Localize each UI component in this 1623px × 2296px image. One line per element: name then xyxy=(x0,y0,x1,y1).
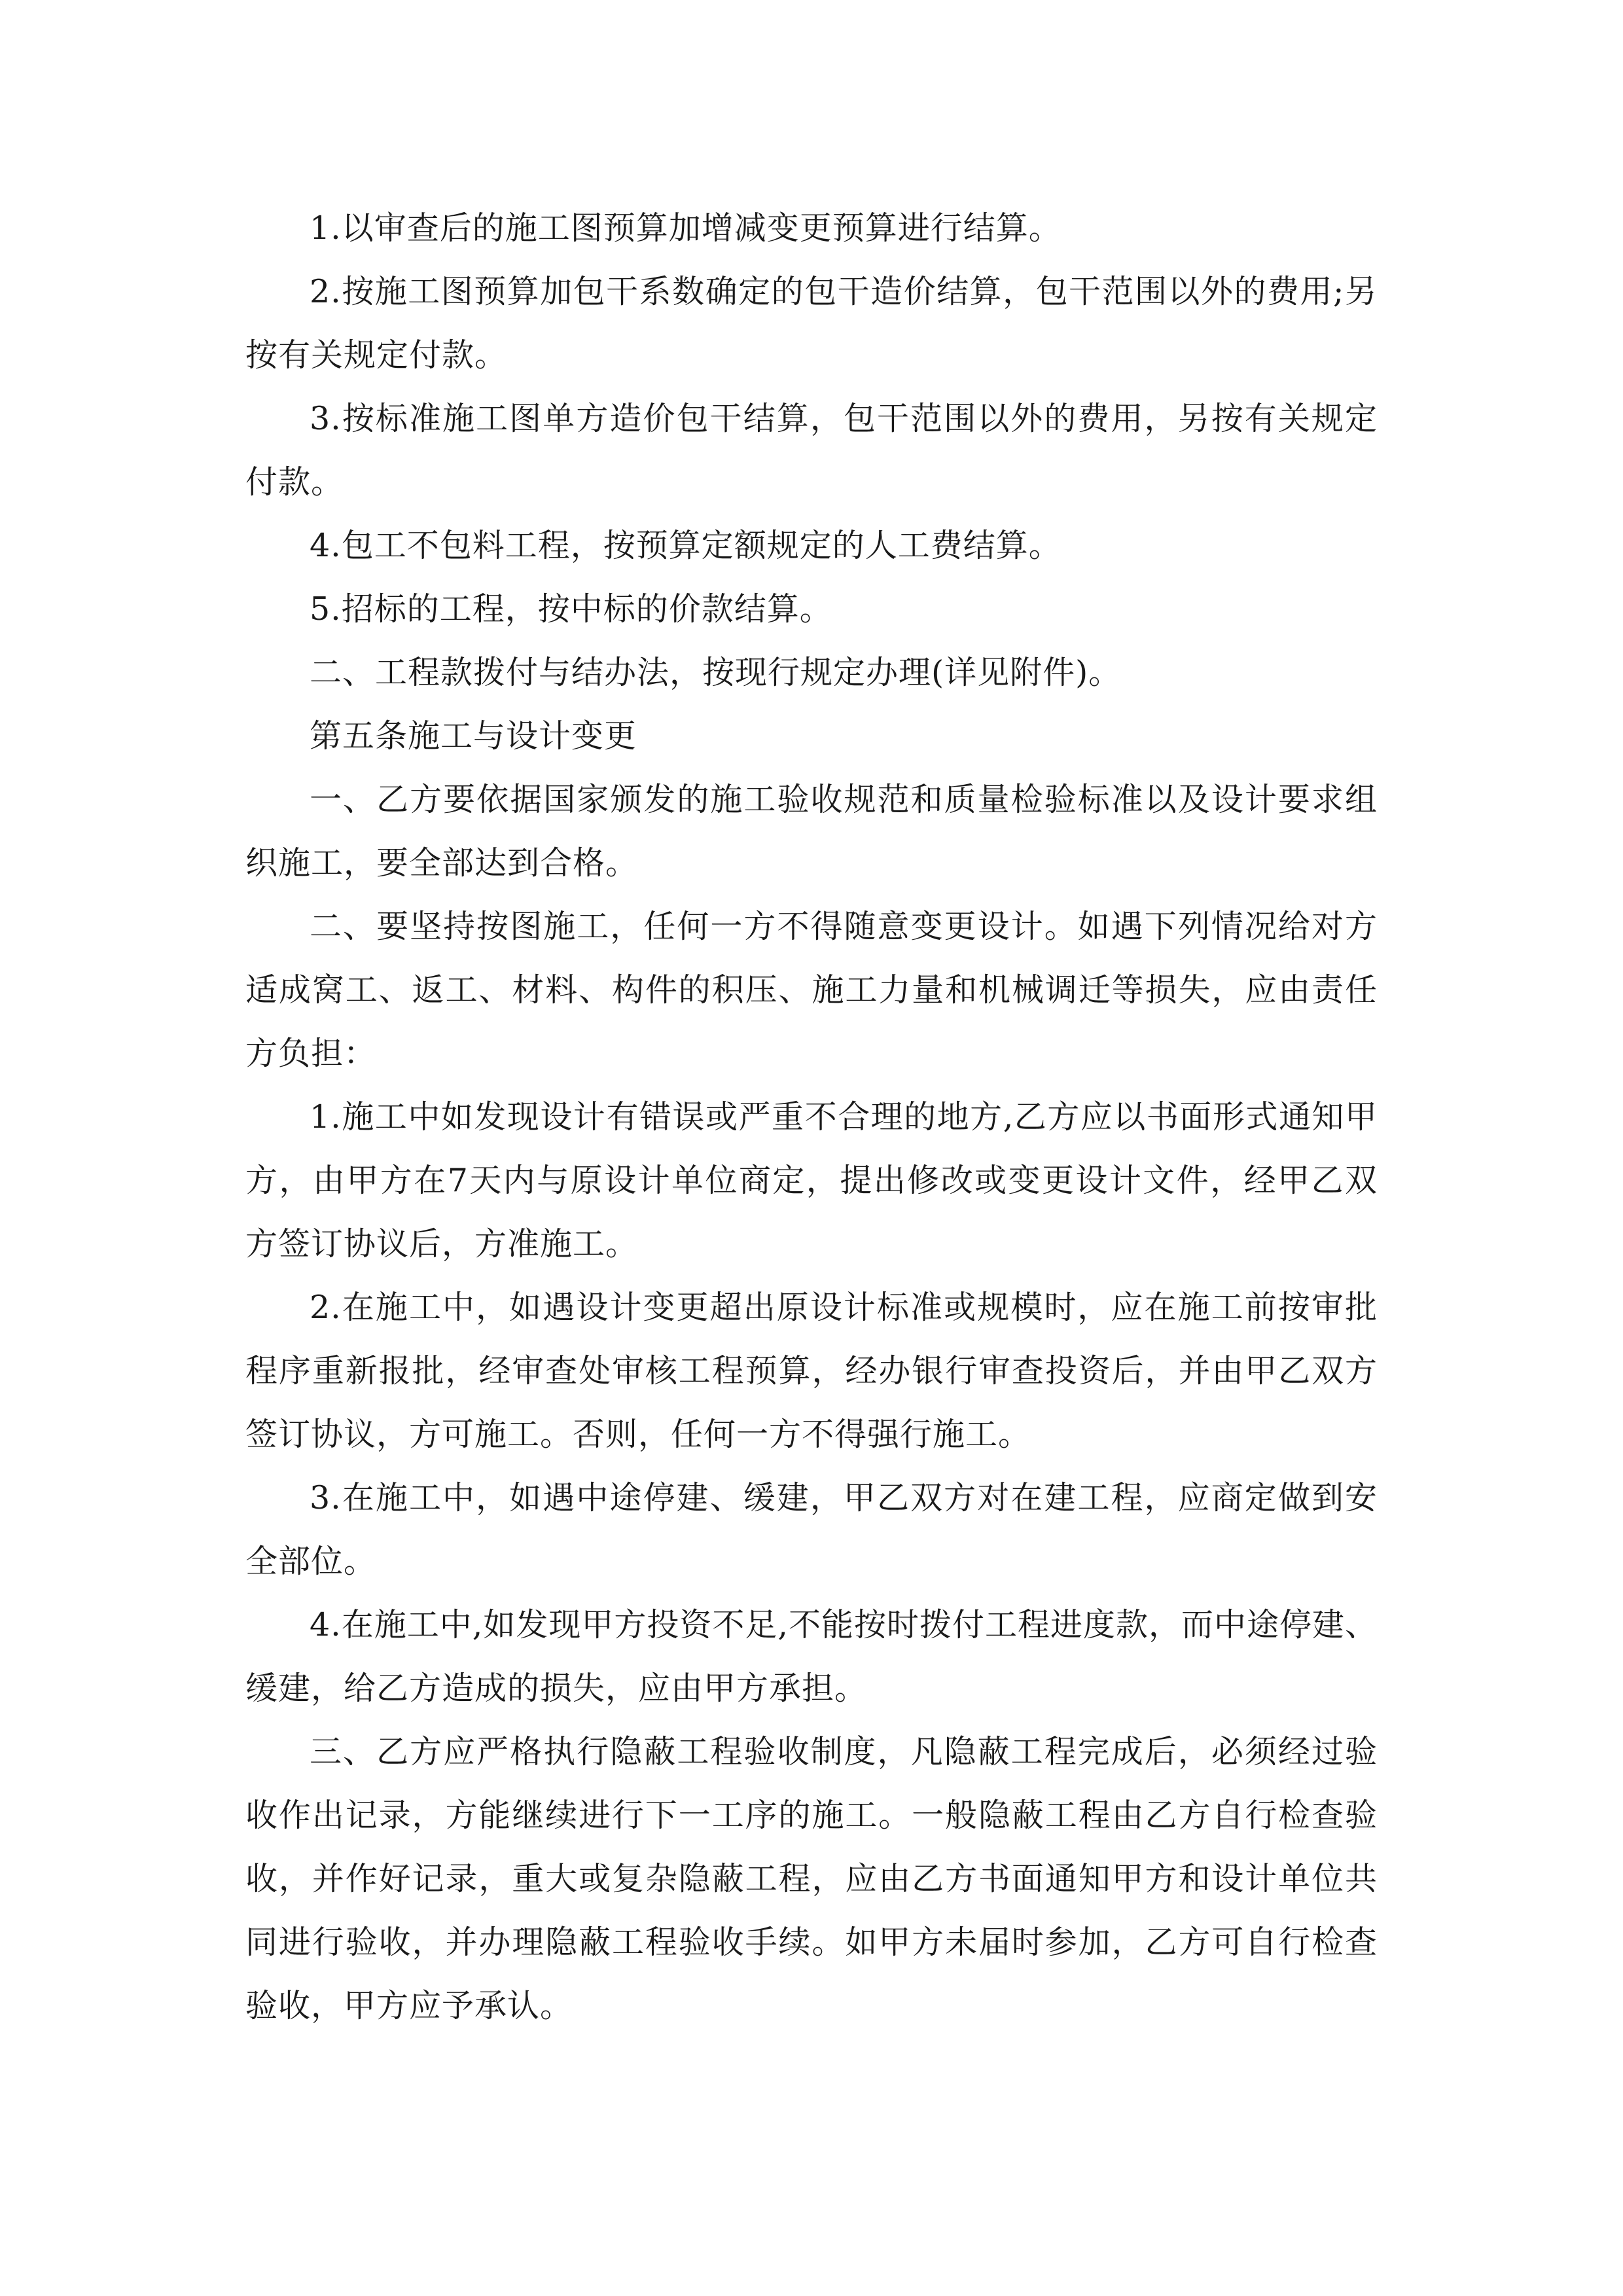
paragraph-payment: 二、工程款拨付与结办法，按现行规定办理(详见附件)。 xyxy=(310,654,1122,691)
paragraph-settlement-2: 2.按施工图预算加包干系数确定的包干造价结算，包干范围以外的费用;另按有关规定付款。 xyxy=(245,273,1378,374)
paragraph-article5-clause-1: 一、乙方要依据国家颁发的施工验收规范和质量检验标准以及设计要求组织施工，要全部达到合格。 xyxy=(245,781,1378,882)
paragraph-article5-clause-3: 三、乙方应严格执行隐蔽工程验收制度，凡隐蔽工程完成后，必须经过验收作出记录，方能继续进行下一工序的施工。一般隐蔽工程由乙方自行检查验收，并作好记录，重大或复杂隐蔽工程，应由乙方书面通知甲方和设计单位共同进行验收，并办理隐蔽工程验收手续。如甲方未届时参加，乙方可自行检查验收，甲方应予承认。 xyxy=(245,1733,1378,2024)
paragraph-change-item-1: 1.施工中如发现设计有错误或严重不合理的地方,乙方应以书面形式通知甲方，由甲方在7天内与原设计单位商定，提出修改或变更设计文件，经甲乙双方签订协议后，方准施工。 xyxy=(245,1098,1378,1263)
paragraph-change-item-2: 2.在施工中，如遇设计变更超出原设计标准或规模时，应在施工前按审批程序重新报批，经审查处审核工程预算，经办银行审查投资后，并由甲乙双方签订协议，方可施工。否则，任何一方不得强行施工。 xyxy=(245,1289,1378,1453)
article-5-heading: 第五条施工与设计变更 xyxy=(310,717,637,755)
document-body xyxy=(245,196,1378,2037)
paragraph-article5-clause-2: 二、要坚持按图施工，任何一方不得随意变更设计。如遇下列情况给对方适成窝工、返工、材料、构件的积压、施工力量和机械调迁等损失，应由责任方负担： xyxy=(245,908,1378,1072)
paragraph-settlement-1: 1.以审查后的施工图预算加增减变更预算进行结算。 xyxy=(310,209,1061,247)
paragraph-change-item-3: 3.在施工中，如遇中途停建、缓建，甲乙双方对在建工程，应商定做到安全部位。 xyxy=(245,1479,1378,1580)
paragraph-settlement-5: 5.招标的工程，按中标的价款结算。 xyxy=(310,590,832,628)
paragraph-settlement-4: 4.包工不包料工程，按预算定额规定的人工费结算。 xyxy=(310,527,1061,564)
paragraph-change-item-4: 4.在施工中,如发现甲方投资不足,不能按时拨付工程进度款，而中途停建、缓建，给乙方造成的损失，应由甲方承担。 xyxy=(245,1606,1378,1707)
paragraph-settlement-3: 3.按标准施工图单方造价包干结算，包干范围以外的费用，另按有关规定付款。 xyxy=(245,400,1378,501)
